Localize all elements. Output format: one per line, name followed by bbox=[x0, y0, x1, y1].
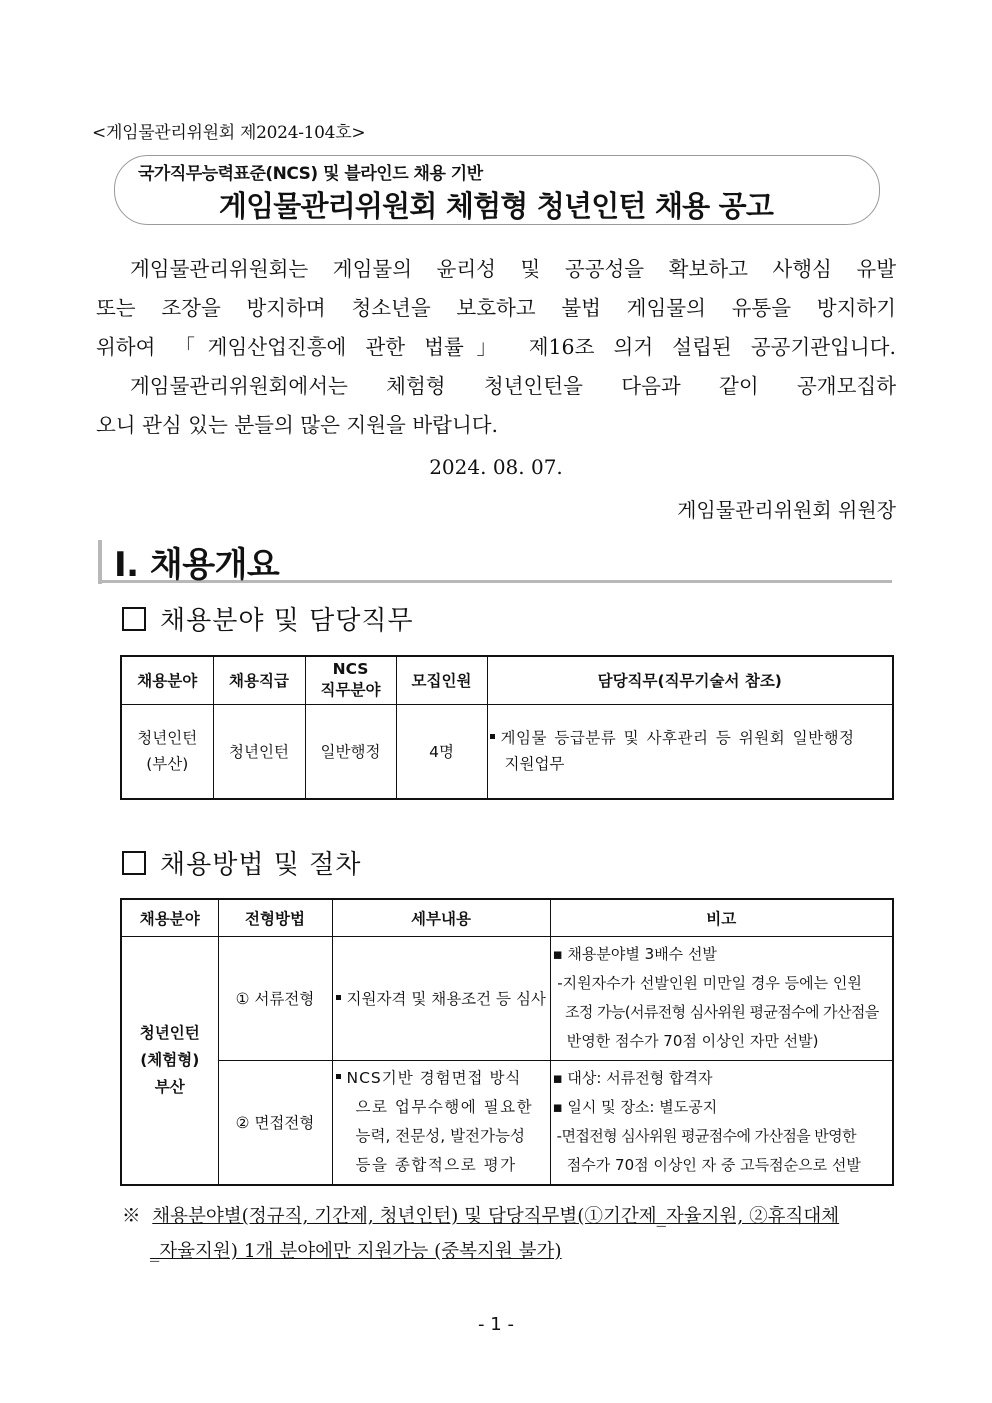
cell-stage1-remarks: ▪ 채용분야별 3배수 선발 -지원자수가 선발인원 미만일 경우 등에는 인원 조정 가능(서류전형 심사위원 평균점수에 가산점을 반영한 점수가 70점 이상인 자만 선발) bbox=[550, 936, 893, 1060]
cell-field: 청년인턴 (체험형) 부산 bbox=[121, 936, 218, 1185]
cell-duty: 게임물 등급분류 및 사후관리 등 위원회 일반행정 지원업무 bbox=[487, 704, 893, 799]
intro-line-5: 오니 관심 있는 분들의 많은 지원을 바랍니다. bbox=[96, 413, 499, 437]
page-title: 게임물관리위원회 체험형 청년인턴 채용 공고 bbox=[218, 189, 774, 223]
bullet-icon bbox=[490, 734, 495, 739]
intro-line-3: 위하여 「게임산업진흥에 관한 법률」 제16조 의거 설립된 공공기관입니다. bbox=[96, 335, 896, 359]
positions-table bbox=[120, 655, 894, 800]
header-field: 채용분야 bbox=[121, 656, 213, 704]
checkbox-square-icon bbox=[122, 607, 146, 631]
cell-stage2-detail: NCS기반 경험면접 방식 으로 업무수행에 필요한 능력, 전문성, 발전가능성 등을 종합적으로 평가 bbox=[332, 1060, 550, 1185]
header-field: 채용분야 bbox=[121, 899, 218, 936]
cell-stage1-name: ① 서류전형 bbox=[218, 936, 332, 1060]
bullet-icon bbox=[336, 1074, 341, 1079]
bullet-icon bbox=[336, 995, 341, 1000]
title-subtitle: 국가직무능력표준(NCS) 및 블라인드 채용 기반 bbox=[138, 164, 483, 184]
header-count: 모집인원 bbox=[396, 656, 487, 704]
note-line-2: _자율지원) 1개 분야에만 지원가능 (중복지원 불가) bbox=[150, 1241, 562, 1262]
table-row bbox=[121, 704, 893, 799]
table-row bbox=[121, 1060, 893, 1185]
cell-rank: 청년인턴 bbox=[213, 704, 305, 799]
cell-stage2-name: ② 면접전형 bbox=[218, 1060, 332, 1185]
cell-field: 청년인턴 (부산) bbox=[121, 704, 213, 799]
header-ncs: NCS 직무분야 bbox=[305, 656, 396, 704]
header-duty: 담당직무(직무기술서 참조) bbox=[487, 656, 893, 704]
header-detail: 세부내용 bbox=[332, 899, 550, 936]
table-row bbox=[121, 936, 893, 1060]
signer: 게임물관리위원회 위원장 bbox=[677, 498, 896, 522]
checkbox-square-icon bbox=[122, 851, 146, 875]
table-header-row bbox=[121, 656, 893, 704]
notice-number: <게임물관리위원회 제2024-104호> bbox=[92, 123, 366, 143]
intro-line-1: 게임물관리위원회는 게임물의 윤리성 및 공공성을 확보하고 사행심 유발 bbox=[130, 257, 896, 281]
intro-line-2: 또는 조장을 방지하며 청소년을 보호하고 불법 게임물의 유통을 방지하기 bbox=[96, 296, 896, 320]
cell-count: 4명 bbox=[396, 704, 487, 799]
table-header-row bbox=[121, 899, 893, 936]
procedure-table bbox=[120, 898, 894, 1186]
section-title: Ⅰ. 채용개요 bbox=[114, 545, 280, 585]
header-method: 전형방법 bbox=[218, 899, 332, 936]
cell-stage2-remarks: ▪ 대상: 서류전형 합격자 ▪ 일시 및 장소: 별도공지 -면접전형 심사위원 평균점수에 가산점을 반영한 점수가 70점 이상인 자 중 고득점순으로 선발 bbox=[550, 1060, 893, 1185]
subheading-positions: 채용분야 및 담당직무 bbox=[122, 600, 414, 637]
cell-ncs: 일반행정 bbox=[305, 704, 396, 799]
section-bar bbox=[98, 540, 102, 584]
subheading-procedure: 채용방법 및 절차 bbox=[122, 844, 361, 881]
page-number: - 1 - bbox=[478, 1314, 514, 1335]
header-rank: 채용직급 bbox=[213, 656, 305, 704]
note bbox=[122, 1199, 839, 1269]
intro-line-4: 게임물관리위원회에서는 체험형 청년인턴을 다음과 같이 공개모집하 bbox=[130, 374, 896, 398]
announcement-date: 2024. 08. 07. bbox=[429, 455, 563, 479]
cell-stage1-detail: 지원자격 및 채용조건 등 심사 bbox=[332, 936, 550, 1060]
header-remarks: 비고 bbox=[550, 899, 893, 936]
note-line-1: 채용분야별(정규직, 기간제, 청년인턴) 및 담당직무별(①기간제_자율지원, ②휴직대체 bbox=[152, 1206, 840, 1227]
note-mark: ※ bbox=[122, 1206, 141, 1227]
